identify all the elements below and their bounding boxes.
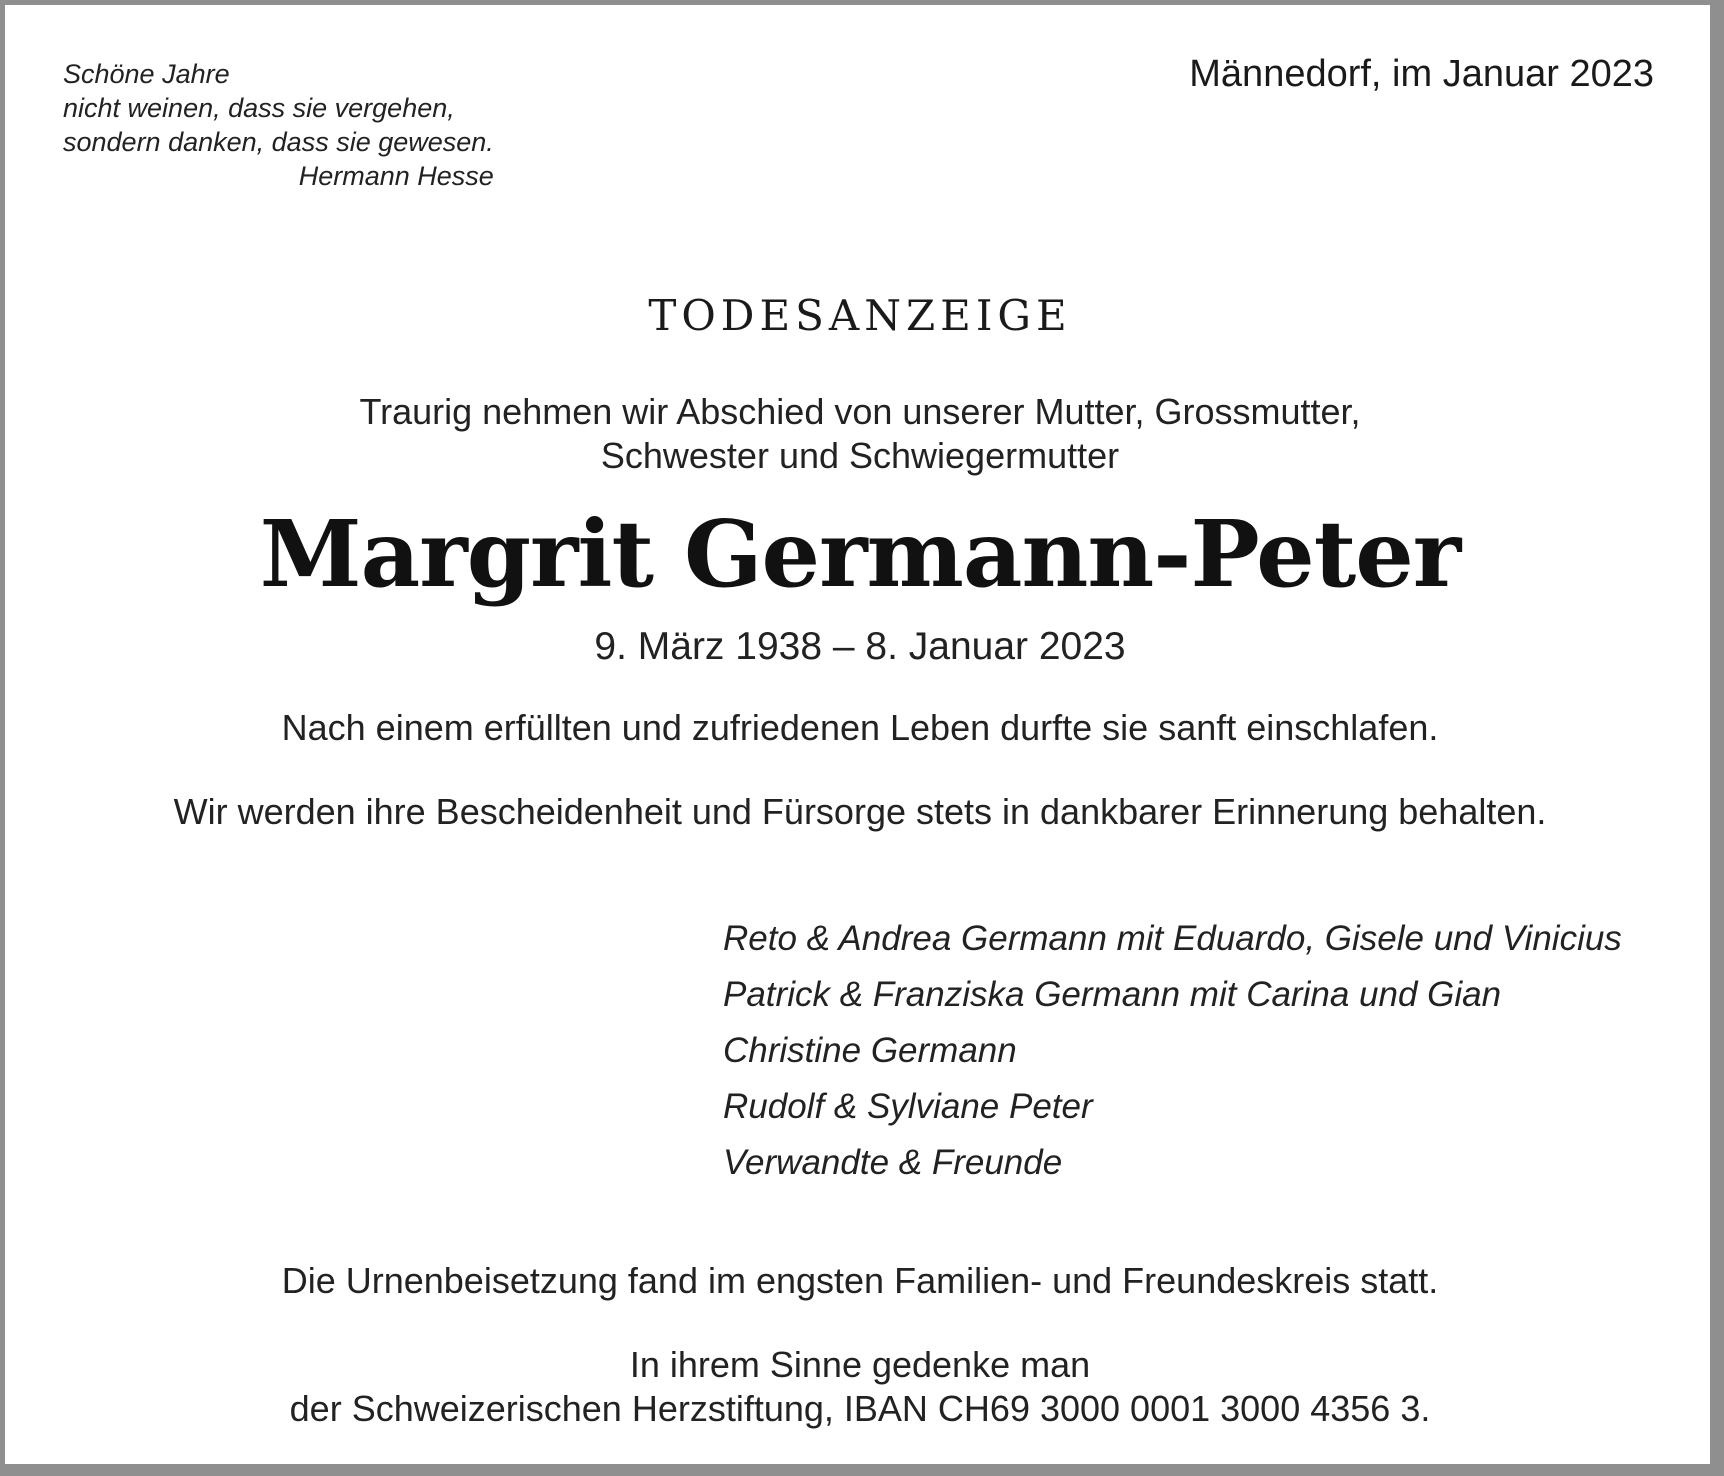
place-and-date: Männedorf, im Januar 2023 — [1189, 53, 1654, 95]
notice-heading: TODESANZEIGE — [648, 291, 1072, 340]
intro-text — [5, 390, 1715, 478]
mourner-item: Reto & Andrea Germann mit Eduardo, Gisele und Vinicius — [723, 919, 1622, 958]
intro-line-1: Traurig nehmen wir Abschied von unserer Mutter, Grossmutter, — [359, 391, 1361, 432]
quote-line-2: nicht weinen, dass sie vergehen, — [63, 93, 455, 123]
deceased-name: Margrit Germann-Peter — [259, 500, 1461, 608]
mourner-item: Verwandte & Freunde — [723, 1143, 1063, 1182]
intro-line-2: Schwester und Schwiegermutter — [600, 435, 1120, 476]
life-dates: 9. März 1938 – 8. Januar 2023 — [594, 625, 1126, 668]
quote-author: Hermann Hesse — [298, 161, 494, 191]
text-life: Nach einem erfüllten und zufriedenen Leben durfte sie sanft einschlafen. — [281, 707, 1439, 748]
mourners-list — [723, 911, 1622, 1191]
mourner-item: Rudolf & Sylviane Peter — [723, 1087, 1093, 1126]
burial-note: Die Urnenbeisetzung fand im engsten Familien- und Freundeskreis statt. — [281, 1260, 1439, 1301]
donation-note — [5, 1343, 1715, 1431]
hesse-quote — [63, 57, 494, 193]
mourner-item: Patrick & Franziska Germann mit Carina und Gian — [723, 975, 1502, 1014]
mourner-item: Christine Germann — [723, 1031, 1017, 1070]
donation-line-1: In ihrem Sinne gedenke man — [629, 1344, 1091, 1385]
text-memory: Wir werden ihre Bescheidenheit und Fürsorge stets in dankbarer Erinnerung behalten. — [173, 791, 1547, 832]
donation-line-2: der Schweizerischen Herzstiftung, IBAN CH69 3000 0001 3000 4356 3. — [289, 1388, 1431, 1429]
quote-line-1: Schöne Jahre — [63, 59, 230, 89]
quote-line-3: sondern danken, dass sie gewesen. — [63, 127, 494, 157]
